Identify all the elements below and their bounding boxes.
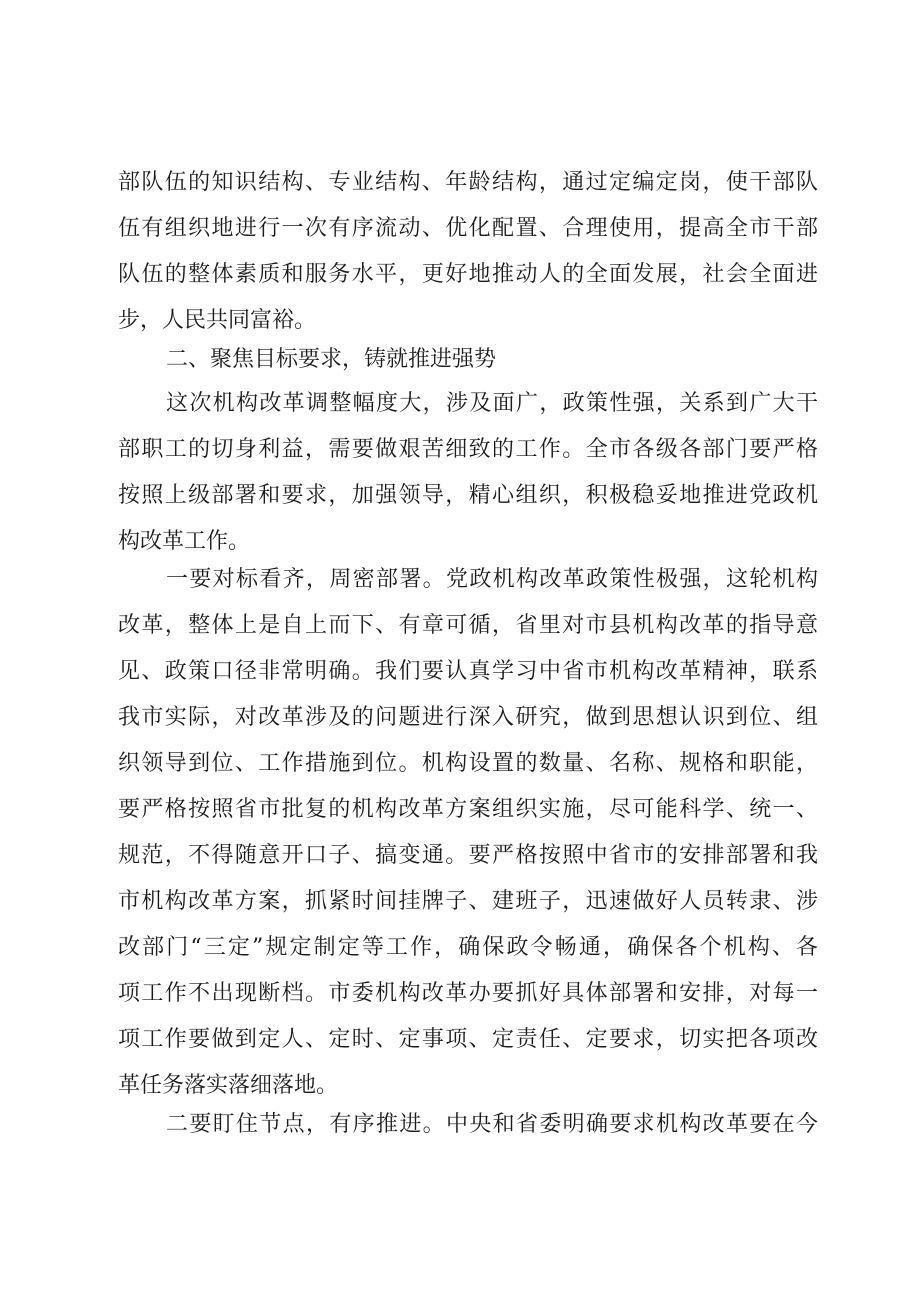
paragraph-3-line-7: 规范，不得随意开口子、搞变通。要严格按照中省市的安排部署和我 [118, 843, 818, 868]
paragraph-2-line-4: 构改革工作。 [118, 529, 251, 554]
paragraph-1-line-4: 步，人民共同富裕。 [118, 308, 317, 333]
paragraph-1-line-2: 伍有组织地进行一次有序流动、优化配置、合理使用，提高全市干部 [118, 216, 818, 241]
paragraph-3-line-2: 改革，整体上是自上而下、有章可循，省里对市县机构改革的指导意 [118, 613, 818, 638]
paragraph-3-line-12: 革任务落实落细落地。 [118, 1073, 339, 1098]
paragraph-3-line-8: 市机构改革方案，抓紧时间挂牌子、建班子，迅速做好人员转隶、涉 [118, 889, 818, 914]
paragraph-2-line-2: 部职工的切身利益，需要做艰苦细致的工作。全市各级各部门要严格 [118, 437, 818, 462]
paragraph-1-line-1: 部队伍的知识结构、专业结构、年龄结构，通过定编定岗，使干部队 [118, 170, 818, 195]
paragraph-3-line-3: 见、政策口径非常明确。我们要认真学习中省市机构改革精神，联系 [118, 659, 818, 684]
paragraph-3-line-11: 项工作要做到定人、定时、定事项、定责任、定要求，切实把各项改 [118, 1027, 818, 1052]
paragraph-3-line-10: 项工作不出现断档。市委机构改革办要抓好具体部署和安排，对每一 [118, 981, 818, 1006]
paragraph-3-line-5: 织领导到位、工作措施到位。机构设置的数量、名称、规格和职能， [118, 751, 818, 776]
paragraph-3-line-1: 一要对标看齐，周密部署。党政机构改革政策性极强，这轮机构 [166, 567, 818, 592]
paragraph-3-line-9: 改部门“三定”规定制定等工作，确保政令畅通，确保各个机构、各 [118, 935, 818, 960]
paragraph-3-line-4: 我市实际，对改革涉及的问题进行深入研究，做到思想认识到位、组 [118, 705, 818, 730]
paragraph-4-line-1: 二要盯住节点，有序推进。中央和省委明确要求机构改革要在今 [166, 1112, 818, 1137]
section-heading-2: 二、聚焦目标要求，铸就推进强势 [166, 347, 497, 372]
paragraph-2-line-1: 这次机构改革调整幅度大，涉及面广，政策性强，关系到广大干 [166, 391, 818, 416]
paragraph-2-line-3: 按照上级部署和要求，加强领导，精心组织，积极稳妥地推进党政机 [118, 483, 818, 508]
paragraph-3-line-6: 要严格按照省市批复的机构改革方案组织实施，尽可能科学、统一、 [118, 797, 818, 822]
paragraph-1-line-3: 队伍的整体素质和服务水平，更好地推动人的全面发展，社会全面进 [118, 262, 818, 287]
